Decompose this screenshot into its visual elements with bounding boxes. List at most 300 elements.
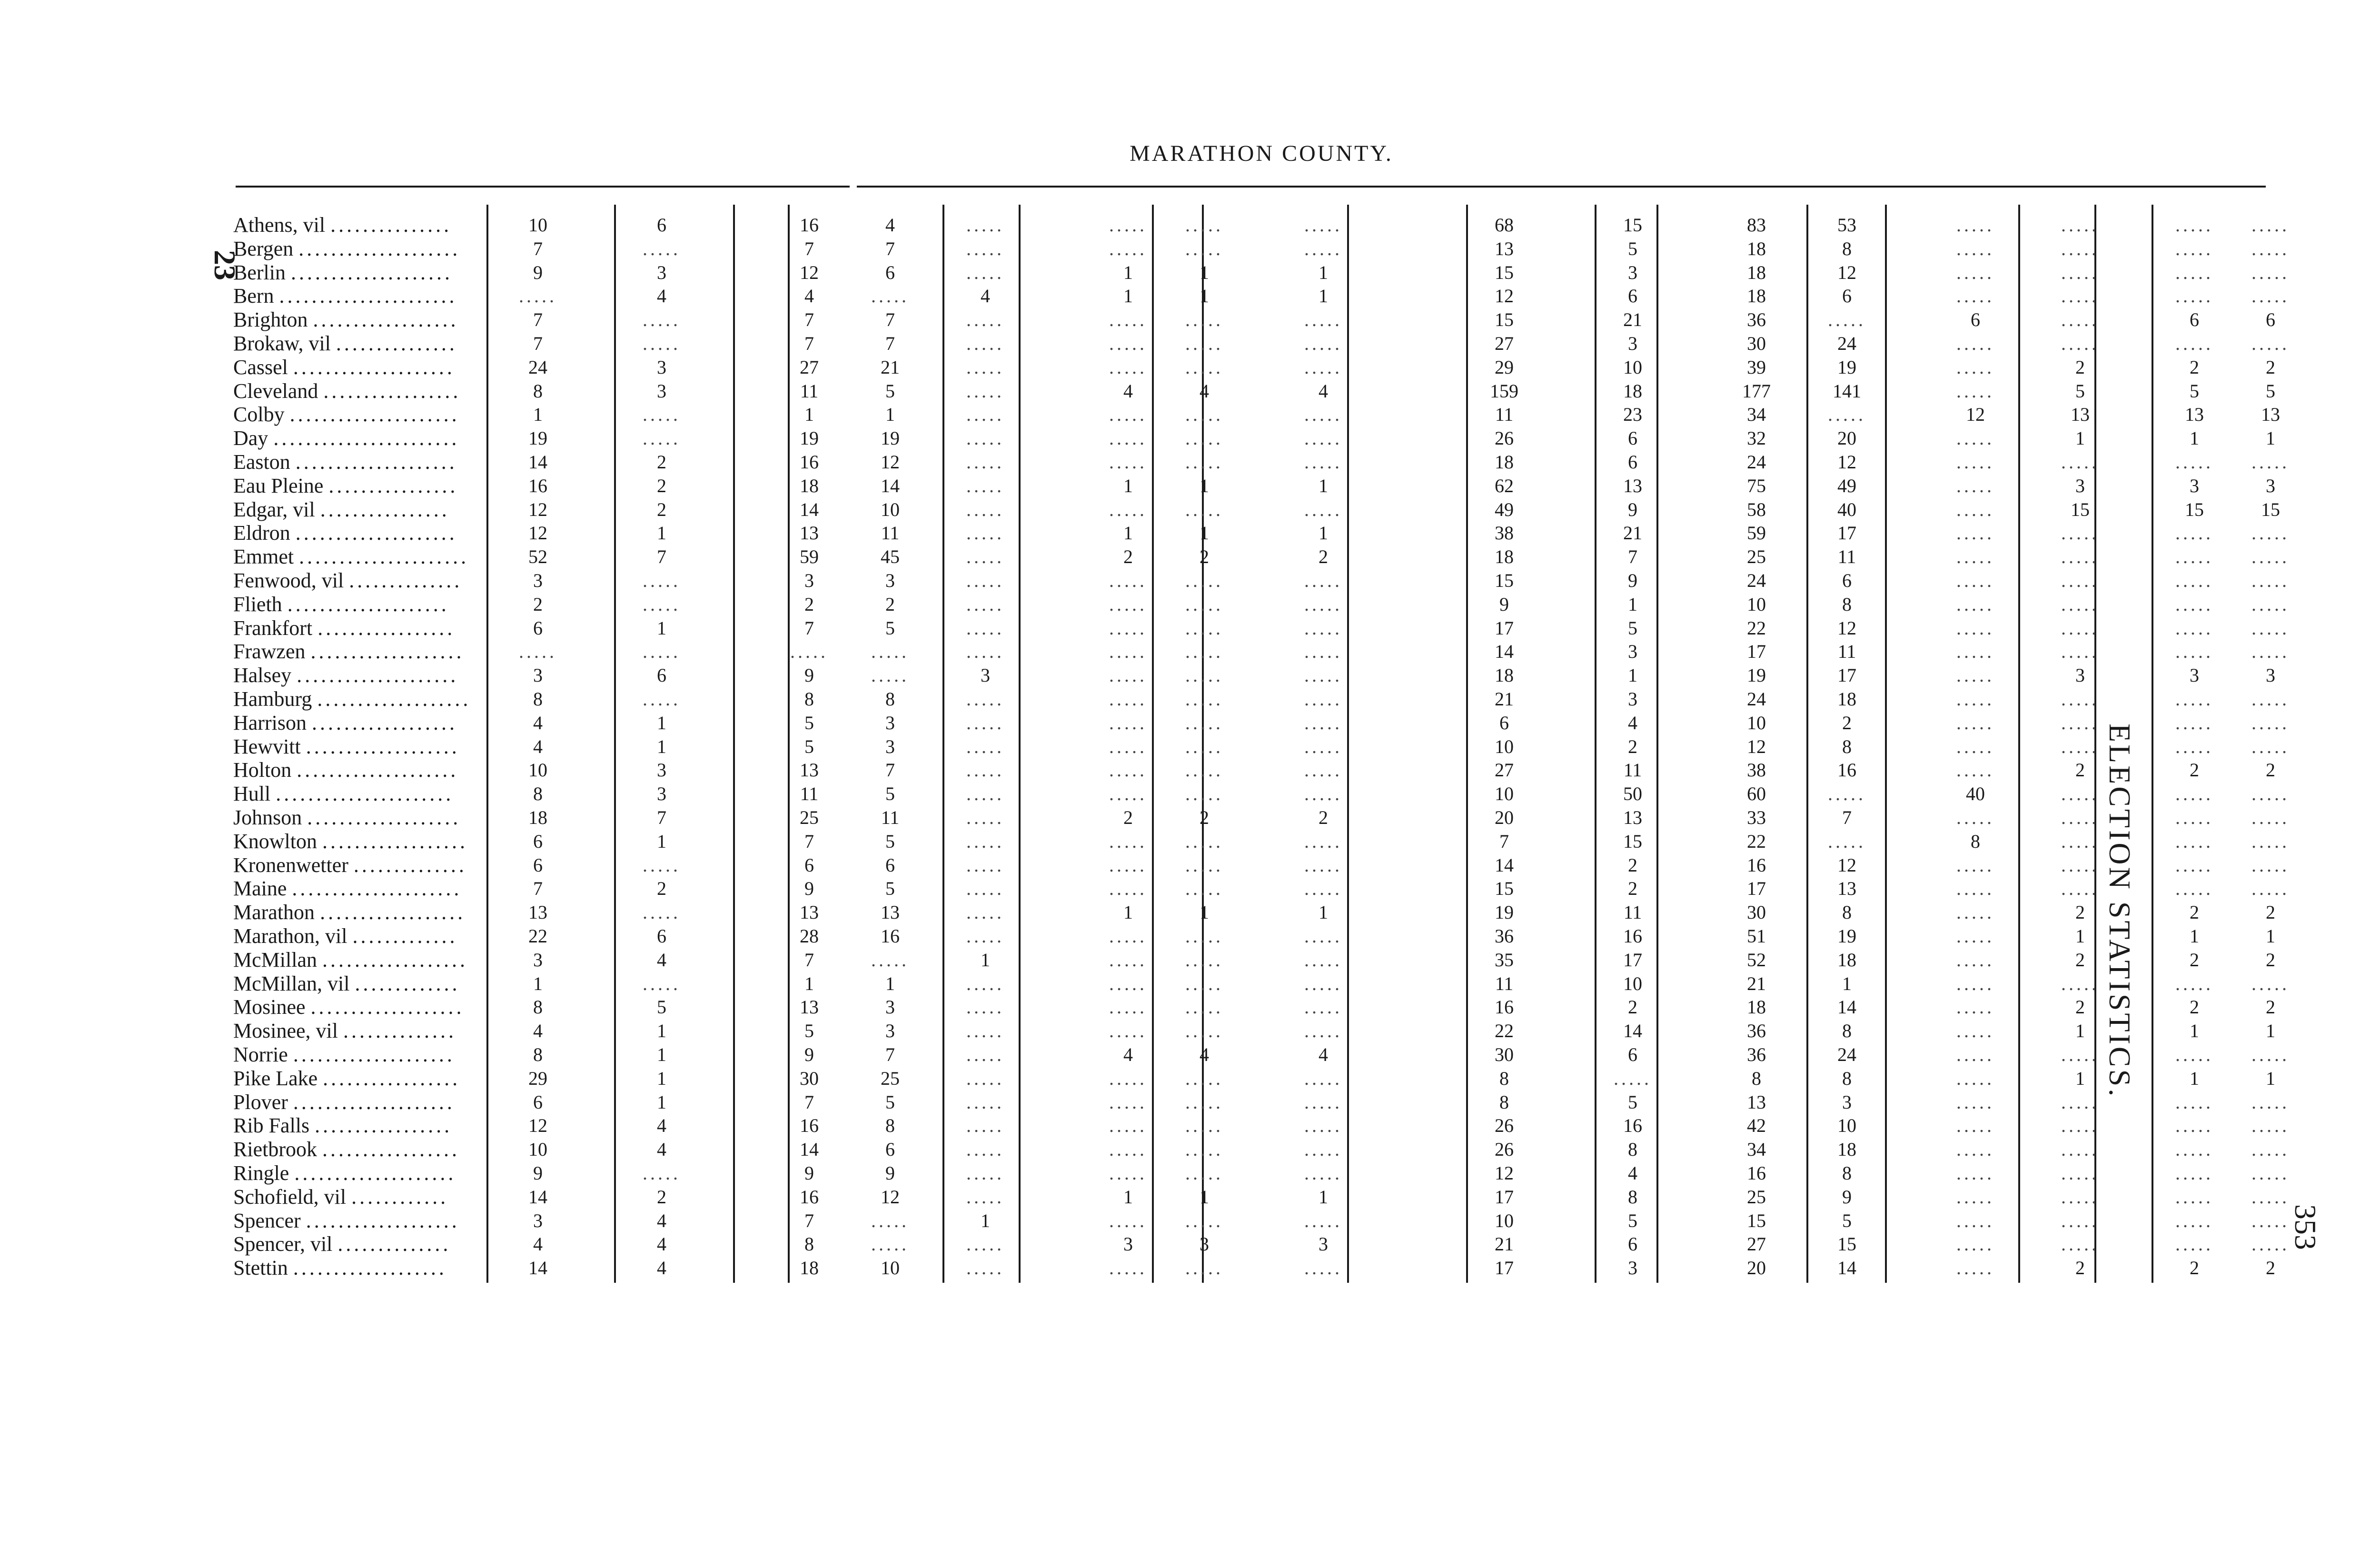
vote-cell: ..... bbox=[1109, 1209, 1147, 1231]
town-name: Berlin .................... bbox=[233, 260, 453, 284]
vote-cell: 14 bbox=[528, 1186, 547, 1208]
vote-cell: 5 bbox=[1628, 238, 1637, 259]
vote-cell: ..... bbox=[1304, 996, 1342, 1018]
vote-cell: ..... bbox=[1185, 617, 1223, 639]
vote-cell: 13 bbox=[1623, 807, 1642, 828]
vote-cell: 3 bbox=[885, 996, 895, 1018]
vote-cell: ..... bbox=[1304, 1139, 1342, 1160]
vote-cell: 11 bbox=[1837, 546, 1856, 568]
vote-cell: 2 bbox=[1628, 996, 1637, 1018]
vote-cell: 4 bbox=[981, 285, 990, 307]
table-row bbox=[233, 734, 2290, 759]
table-row bbox=[233, 497, 2280, 522]
vote-cell: ..... bbox=[1956, 925, 1994, 947]
vote-cell: ..... bbox=[2061, 1115, 2099, 1137]
vote-cell: 22 bbox=[1747, 617, 1766, 639]
vote-cell: ..... bbox=[1956, 1186, 1994, 1208]
vote-cell: 49 bbox=[1837, 475, 1856, 496]
vote-cell: ..... bbox=[1185, 949, 1223, 971]
vote-cell: ..... bbox=[966, 1162, 1004, 1184]
vote-cell: 2 bbox=[2075, 759, 2085, 781]
vote-cell: 2 bbox=[2075, 996, 2085, 1018]
vote-cell: 12 bbox=[881, 1186, 900, 1208]
vote-cell: ..... bbox=[1185, 1209, 1223, 1231]
vote-cell: 1 bbox=[1200, 1186, 1209, 1208]
vote-cell: ..... bbox=[1956, 427, 1994, 449]
vote-cell: 1 bbox=[885, 972, 895, 994]
vote-cell: ..... bbox=[1956, 1139, 1994, 1160]
vote-cell: 4 bbox=[533, 1020, 543, 1042]
vote-cell: 2 bbox=[804, 593, 814, 615]
vote-cell: 16 bbox=[1837, 759, 1856, 781]
vote-cell: ..... bbox=[1304, 593, 1342, 615]
page-title: MARATHON COUNTY. bbox=[1130, 141, 1393, 166]
table-row bbox=[233, 1209, 2290, 1233]
table-row bbox=[233, 213, 2290, 237]
vote-cell: 8 bbox=[1628, 1139, 1637, 1160]
vote-cell: 4 bbox=[804, 285, 814, 307]
vote-cell: ..... bbox=[1956, 498, 1994, 520]
vote-cell: 15 bbox=[1747, 1209, 1766, 1231]
vote-cell: 3 bbox=[885, 570, 895, 591]
vote-cell: ..... bbox=[2175, 854, 2213, 876]
vote-cell: 3 bbox=[2075, 475, 2085, 496]
vote-cell: 1 bbox=[1319, 1186, 1328, 1208]
town-name: Eau Pleine ................ bbox=[233, 474, 458, 497]
vote-cell: 9 bbox=[533, 261, 543, 283]
vote-cell: 15 bbox=[1623, 214, 1642, 236]
vote-cell: 12 bbox=[1747, 735, 1766, 757]
vote-cell: ..... bbox=[2061, 807, 2099, 828]
vote-cell: ..... bbox=[2251, 285, 2290, 307]
vote-cell: 19 bbox=[1837, 925, 1856, 947]
town-name: Mosinee, vil .............. bbox=[233, 1019, 456, 1043]
vote-cell: 1 bbox=[657, 617, 666, 639]
vote-cell: ..... bbox=[2175, 570, 2213, 591]
town-name: Kronenwetter .............. bbox=[233, 853, 467, 877]
table-row bbox=[233, 1066, 2275, 1090]
vote-cell: 18 bbox=[800, 475, 819, 496]
vote-cell: 16 bbox=[800, 451, 819, 473]
vote-cell: 3 bbox=[1628, 688, 1637, 710]
left-margin-number: 23 bbox=[208, 250, 242, 280]
vote-cell: 7 bbox=[804, 949, 814, 971]
vote-cell: 4 bbox=[1628, 712, 1637, 733]
vote-cell: 6 bbox=[1628, 451, 1637, 473]
town-name: Spencer, vil .............. bbox=[233, 1232, 451, 1256]
vote-cell: 8 bbox=[1628, 1186, 1637, 1208]
vote-cell: ..... bbox=[1109, 830, 1147, 852]
vote-cell: 29 bbox=[528, 1067, 547, 1089]
town-name: Athens, vil ............... bbox=[233, 213, 452, 237]
vote-cell: ..... bbox=[1304, 783, 1342, 805]
vote-cell: 7 bbox=[1842, 807, 1852, 828]
vote-cell: ..... bbox=[2251, 854, 2290, 876]
vote-cell: 18 bbox=[528, 807, 547, 828]
vote-cell: 7 bbox=[885, 759, 895, 781]
vote-cell: 8 bbox=[1842, 902, 1852, 923]
vote-cell: 1 bbox=[1200, 285, 1209, 307]
vote-cell: 25 bbox=[1747, 546, 1766, 568]
right-margin-title: ELECTION STATISTICS. bbox=[2103, 723, 2137, 1099]
town-name: Fenwood, vil .............. bbox=[233, 569, 463, 592]
vote-cell: 19 bbox=[528, 427, 547, 449]
vote-cell: 18 bbox=[1747, 238, 1766, 259]
table-row bbox=[233, 1019, 2275, 1043]
vote-cell: ..... bbox=[1109, 214, 1147, 236]
town-name: Maine ..................... bbox=[233, 877, 462, 901]
vote-cell: ..... bbox=[1109, 712, 1147, 733]
vote-cell: 1 bbox=[2266, 1020, 2275, 1042]
town-name: Pike Lake ................. bbox=[233, 1066, 461, 1090]
vote-cell: 7 bbox=[885, 309, 895, 331]
vote-cell: 12 bbox=[1837, 451, 1856, 473]
vote-cell: ..... bbox=[966, 214, 1004, 236]
vote-cell: 1 bbox=[2075, 1067, 2085, 1089]
vote-cell: ..... bbox=[1304, 712, 1342, 733]
table-row bbox=[233, 426, 2275, 450]
vote-cell: 1 bbox=[2266, 925, 2275, 947]
table-row bbox=[233, 1090, 2290, 1114]
vote-cell: ..... bbox=[1304, 641, 1342, 663]
vote-cell: 11 bbox=[1495, 404, 1514, 426]
town-name: Stettin ................... bbox=[233, 1256, 447, 1280]
table-row bbox=[233, 853, 2290, 877]
vote-cell: ..... bbox=[1956, 214, 1994, 236]
vote-cell: 3 bbox=[533, 949, 543, 971]
table-row bbox=[233, 640, 2290, 664]
vote-cell: ..... bbox=[2061, 546, 2099, 568]
vote-cell: ..... bbox=[643, 641, 681, 663]
vote-cell: 58 bbox=[1747, 498, 1766, 520]
vote-cell: 10 bbox=[881, 1257, 900, 1279]
vote-cell: 24 bbox=[1837, 1044, 1856, 1065]
vote-cell: 6 bbox=[657, 664, 666, 686]
vote-cell: ..... bbox=[1109, 333, 1147, 354]
vote-cell: ..... bbox=[2175, 1115, 2213, 1137]
vote-cell: 18 bbox=[1837, 688, 1856, 710]
vote-cell: ..... bbox=[1185, 238, 1223, 259]
vote-cell: ..... bbox=[1956, 759, 1994, 781]
vote-cell: ..... bbox=[643, 854, 681, 876]
vote-cell: 22 bbox=[1747, 830, 1766, 852]
vote-cell: ..... bbox=[966, 902, 1004, 923]
vote-cell: 8 bbox=[885, 688, 895, 710]
vote-cell: 7 bbox=[533, 333, 543, 354]
vote-cell: 15 bbox=[1495, 309, 1514, 331]
town-name: Easton .................... bbox=[233, 450, 457, 474]
vote-cell: 12 bbox=[528, 522, 547, 544]
header-rule-right bbox=[857, 186, 2266, 188]
vote-cell: 21 bbox=[881, 356, 900, 378]
vote-cell: 13 bbox=[800, 759, 819, 781]
vote-cell: 1 bbox=[885, 404, 895, 426]
vote-cell: 6 bbox=[1628, 285, 1637, 307]
vote-cell: ..... bbox=[966, 309, 1004, 331]
vote-cell: ..... bbox=[1109, 1115, 1147, 1137]
vote-cell: 4 bbox=[533, 1233, 543, 1255]
vote-cell: 9 bbox=[1628, 498, 1637, 520]
vote-cell: 8 bbox=[804, 1233, 814, 1255]
vote-cell: ..... bbox=[1956, 902, 1994, 923]
vote-cell: 15 bbox=[2071, 498, 2090, 520]
vote-cell: 11 bbox=[1623, 759, 1642, 781]
vote-cell: ..... bbox=[966, 427, 1004, 449]
vote-cell: ..... bbox=[2251, 1233, 2290, 1255]
vote-cell: 1 bbox=[1123, 261, 1133, 283]
vote-cell: ..... bbox=[1109, 238, 1147, 259]
vote-cell: 8 bbox=[533, 380, 543, 402]
vote-cell: ..... bbox=[2061, 641, 2099, 663]
vote-cell: ..... bbox=[966, 759, 1004, 781]
vote-cell: 5 bbox=[804, 735, 814, 757]
vote-cell: ..... bbox=[966, 972, 1004, 994]
vote-cell: 21 bbox=[1747, 972, 1766, 994]
vote-cell: ..... bbox=[1828, 404, 1866, 426]
vote-cell: 18 bbox=[1623, 380, 1642, 402]
vote-cell: 12 bbox=[881, 451, 900, 473]
vote-cell: 1 bbox=[2075, 427, 2085, 449]
vote-cell: ..... bbox=[1185, 712, 1223, 733]
vote-cell: ..... bbox=[643, 427, 681, 449]
table-row bbox=[233, 1256, 2275, 1280]
vote-cell: 21 bbox=[1623, 309, 1642, 331]
vote-cell: 6 bbox=[2190, 309, 2199, 331]
vote-cell: 62 bbox=[1495, 475, 1514, 496]
vote-cell: 6 bbox=[1628, 427, 1637, 449]
vote-cell: ..... bbox=[790, 641, 828, 663]
vote-cell: ..... bbox=[1956, 1067, 1994, 1089]
vote-cell: 39 bbox=[1747, 356, 1766, 378]
vote-cell: ..... bbox=[966, 878, 1004, 900]
vote-cell: ..... bbox=[2061, 214, 2099, 236]
vote-cell: ..... bbox=[1304, 498, 1342, 520]
vote-cell: ..... bbox=[2061, 783, 2099, 805]
vote-cell: ..... bbox=[1109, 617, 1147, 639]
vote-cell: ..... bbox=[2251, 593, 2290, 615]
vote-cell: 5 bbox=[885, 783, 895, 805]
vote-cell: 5 bbox=[1628, 1209, 1637, 1231]
town-name: Frankfort ................. bbox=[233, 616, 456, 640]
vote-cell: ..... bbox=[966, 380, 1004, 402]
election-statistics-table bbox=[233, 213, 2290, 1289]
vote-cell: ..... bbox=[2175, 1091, 2213, 1113]
vote-cell: 2 bbox=[2266, 996, 2275, 1018]
vote-cell: 18 bbox=[1747, 996, 1766, 1018]
vote-cell: 1 bbox=[657, 1091, 666, 1113]
vote-cell: 1 bbox=[2190, 427, 2199, 449]
vote-cell: ..... bbox=[2061, 712, 2099, 733]
vote-cell: 1 bbox=[657, 522, 666, 544]
vote-cell: 3 bbox=[533, 664, 543, 686]
vote-cell: 6 bbox=[533, 617, 543, 639]
vote-cell: 2 bbox=[657, 451, 666, 473]
vote-cell: 6 bbox=[1628, 1044, 1637, 1065]
vote-cell: 8 bbox=[533, 996, 543, 1018]
vote-cell: ..... bbox=[1185, 759, 1223, 781]
vote-cell: 6 bbox=[1842, 285, 1852, 307]
vote-cell: 4 bbox=[885, 214, 895, 236]
vote-cell: 7 bbox=[885, 1044, 895, 1065]
vote-cell: ..... bbox=[1185, 593, 1223, 615]
vote-cell: 1 bbox=[657, 712, 666, 733]
vote-cell: 12 bbox=[1837, 617, 1856, 639]
vote-cell: ..... bbox=[1956, 546, 1994, 568]
vote-cell: 12 bbox=[1495, 285, 1514, 307]
vote-cell: 13 bbox=[1837, 878, 1856, 900]
vote-cell: 7 bbox=[657, 807, 666, 828]
vote-cell: ..... bbox=[1185, 570, 1223, 591]
vote-cell: ..... bbox=[1109, 570, 1147, 591]
vote-cell: 5 bbox=[1628, 617, 1637, 639]
vote-cell: ..... bbox=[1109, 356, 1147, 378]
vote-cell: 10 bbox=[1837, 1115, 1856, 1137]
vote-cell: 4 bbox=[533, 712, 543, 733]
town-name: McMillan, vil ............. bbox=[233, 971, 460, 995]
vote-cell: ..... bbox=[1304, 333, 1342, 354]
vote-cell: 4 bbox=[1123, 1044, 1133, 1065]
vote-cell: ..... bbox=[2251, 641, 2290, 663]
vote-cell: 8 bbox=[804, 688, 814, 710]
vote-cell: 3 bbox=[1628, 641, 1637, 663]
vote-cell: 52 bbox=[1747, 949, 1766, 971]
vote-cell: ..... bbox=[643, 570, 681, 591]
vote-cell: ..... bbox=[2061, 451, 2099, 473]
vote-cell: 18 bbox=[1495, 664, 1514, 686]
vote-cell: ..... bbox=[643, 404, 681, 426]
table-row bbox=[233, 1138, 2290, 1161]
vote-cell: 13 bbox=[528, 902, 547, 923]
vote-cell: ..... bbox=[966, 1091, 1004, 1113]
table-row bbox=[233, 260, 2290, 285]
vote-cell: ..... bbox=[2061, 1091, 2099, 1113]
vote-cell: 18 bbox=[1837, 1139, 1856, 1160]
vote-cell: 6 bbox=[657, 925, 666, 947]
table-row bbox=[233, 403, 2280, 426]
vote-cell: ..... bbox=[1109, 996, 1147, 1018]
vote-cell: ..... bbox=[2251, 1162, 2290, 1184]
vote-cell: ..... bbox=[643, 333, 681, 354]
vote-cell: 6 bbox=[804, 854, 814, 876]
vote-cell: 2 bbox=[1123, 546, 1133, 568]
vote-cell: ..... bbox=[1956, 878, 1994, 900]
vote-cell: ..... bbox=[643, 309, 681, 331]
vote-cell: 3 bbox=[657, 380, 666, 402]
vote-cell: 5 bbox=[2075, 380, 2085, 402]
town-name: Cassel .................... bbox=[233, 355, 455, 379]
town-name: Johnson ................... bbox=[233, 806, 461, 829]
table-row bbox=[233, 758, 2275, 782]
vote-cell: 3 bbox=[2266, 664, 2275, 686]
vote-cell: 1 bbox=[2190, 1067, 2199, 1089]
vote-cell: 2 bbox=[885, 593, 895, 615]
vote-cell: ..... bbox=[2175, 972, 2213, 994]
vote-cell: 8 bbox=[1842, 1020, 1852, 1042]
vote-cell: 3 bbox=[1200, 1233, 1209, 1255]
vote-cell: ..... bbox=[1185, 498, 1223, 520]
vote-cell: ..... bbox=[2251, 735, 2290, 757]
vote-cell: ..... bbox=[2251, 333, 2290, 354]
vote-cell: 18 bbox=[1747, 261, 1766, 283]
vote-cell: 30 bbox=[1747, 902, 1766, 923]
vote-cell: ..... bbox=[2061, 854, 2099, 876]
vote-cell: 2 bbox=[1842, 712, 1852, 733]
vote-cell: 6 bbox=[2266, 309, 2275, 331]
vote-cell: ..... bbox=[2061, 593, 2099, 615]
vote-cell: 10 bbox=[1747, 593, 1766, 615]
vote-cell: ..... bbox=[2175, 214, 2213, 236]
vote-cell: 10 bbox=[528, 214, 547, 236]
vote-cell: ..... bbox=[2251, 688, 2290, 710]
vote-cell: ..... bbox=[1304, 451, 1342, 473]
vote-cell: ..... bbox=[2251, 878, 2290, 900]
vote-cell: ..... bbox=[2175, 285, 2213, 307]
vote-cell: ..... bbox=[1956, 854, 1994, 876]
vote-cell: 10 bbox=[1623, 356, 1642, 378]
vote-cell: 8 bbox=[1499, 1067, 1509, 1089]
vote-cell: 24 bbox=[1747, 451, 1766, 473]
vote-cell: ..... bbox=[519, 285, 557, 307]
vote-cell: ..... bbox=[1956, 285, 1994, 307]
vote-cell: 2 bbox=[1628, 878, 1637, 900]
vote-cell: 4 bbox=[657, 1233, 666, 1255]
vote-cell: 13 bbox=[2261, 404, 2280, 426]
vote-cell: 2 bbox=[1200, 546, 1209, 568]
vote-cell: ..... bbox=[2175, 1139, 2213, 1160]
vote-cell: 2 bbox=[657, 498, 666, 520]
vote-cell: 12 bbox=[1966, 404, 1985, 426]
vote-cell: 5 bbox=[885, 830, 895, 852]
vote-cell: ..... bbox=[1956, 1115, 1994, 1137]
header-rule-left bbox=[236, 186, 850, 188]
vote-cell: ..... bbox=[1304, 427, 1342, 449]
table-row bbox=[233, 308, 2275, 332]
vote-cell: 2 bbox=[2190, 759, 2199, 781]
vote-cell: 16 bbox=[1495, 996, 1514, 1018]
vote-cell: ..... bbox=[2061, 1044, 2099, 1065]
vote-cell: 7 bbox=[804, 1091, 814, 1113]
vote-cell: 7 bbox=[885, 333, 895, 354]
vote-cell: ..... bbox=[2061, 309, 2099, 331]
table-row bbox=[233, 450, 2290, 474]
vote-cell: 3 bbox=[2190, 664, 2199, 686]
vote-cell: 22 bbox=[1495, 1020, 1514, 1042]
vote-cell: ..... bbox=[1956, 1091, 1994, 1113]
town-name: Rietbrook ................. bbox=[233, 1138, 460, 1161]
vote-cell: ..... bbox=[1185, 451, 1223, 473]
vote-cell: ..... bbox=[1185, 214, 1223, 236]
vote-cell: ..... bbox=[1109, 1139, 1147, 1160]
vote-cell: 1 bbox=[1628, 664, 1637, 686]
vote-cell: ..... bbox=[1185, 996, 1223, 1018]
vote-cell: 3 bbox=[981, 664, 990, 686]
vote-cell: 16 bbox=[528, 475, 547, 496]
table-row bbox=[233, 379, 2275, 403]
vote-cell: 13 bbox=[2185, 404, 2204, 426]
vote-cell: ..... bbox=[1956, 688, 1994, 710]
vote-cell: ..... bbox=[2061, 617, 2099, 639]
vote-cell: 10 bbox=[528, 1139, 547, 1160]
table-row bbox=[233, 829, 2290, 853]
vote-cell: ..... bbox=[966, 1115, 1004, 1137]
vote-cell: ..... bbox=[2175, 878, 2213, 900]
vote-cell: 40 bbox=[1966, 783, 1985, 805]
vote-cell: 51 bbox=[1747, 925, 1766, 947]
vote-cell: ..... bbox=[966, 783, 1004, 805]
vote-cell: ..... bbox=[871, 285, 909, 307]
vote-cell: ..... bbox=[2251, 617, 2290, 639]
vote-cell: ..... bbox=[2061, 238, 2099, 259]
